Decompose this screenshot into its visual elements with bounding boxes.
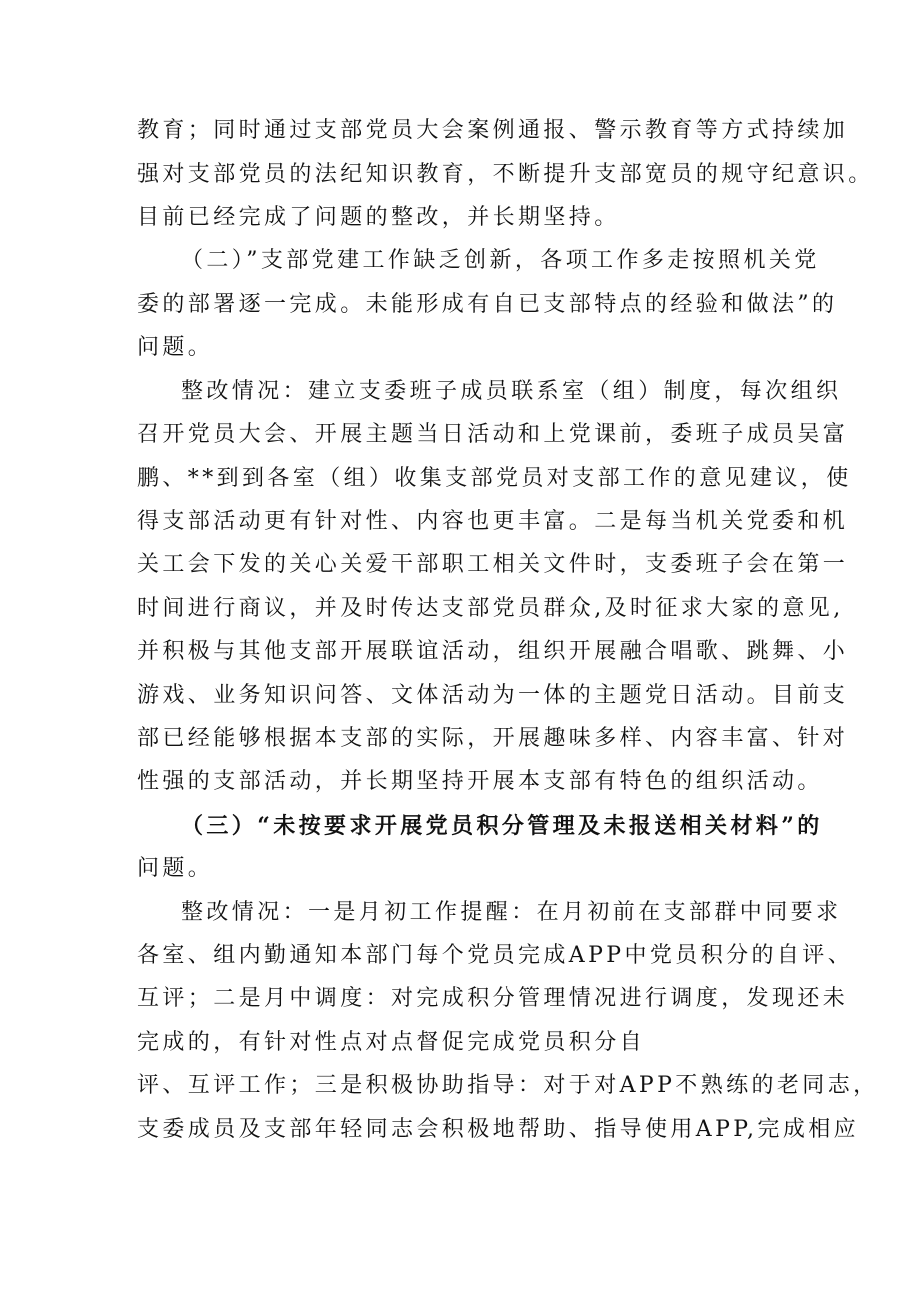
text-line: 委的部署逐一完成。未能形成有自已支部特点的经验和做法”的 bbox=[137, 292, 838, 317]
text-line: 鹏、**到到各室（组）收集支部党员对支部工作的意见建议，使 bbox=[137, 466, 852, 491]
section-heading-3: （三）“未按要求开展党员积分管理及未报送相关材料”的 bbox=[181, 813, 823, 839]
text-line: 目前已经完成了问题的整改，并长期坚持。 bbox=[137, 205, 620, 230]
text-line: 评、互评工作；三是积极协助指导：对于对APP不熟练的老同志， bbox=[137, 1073, 879, 1098]
text-line: 并积极与其他支部开展联谊活动，组织开展融合唱歌、跳舞、小 bbox=[137, 639, 849, 664]
text-line: 强对支部党员的法纪知识教育，不断提升支部宽员的规守纪意识。 bbox=[137, 162, 874, 187]
text-line: 问题。 bbox=[137, 335, 214, 360]
text-line: 关工会下发的关心关爱干部职工相关文件时，支委班子会在第一 bbox=[137, 552, 849, 577]
text-line: 完成的，有针对性点对点督促完成党员积分自 bbox=[137, 1030, 646, 1055]
text-line: 各室、组内勤通知本部门每个党员完成APP中党员积分的自评、 bbox=[137, 943, 854, 968]
text-line: 性强的支部活动，并长期坚持开展本支部有特色的组织活动。 bbox=[137, 769, 823, 794]
text-line: 整改情况：建立支委班子成员联系室（组）制度，每次组织 bbox=[181, 379, 842, 404]
text-line: 时间进行商议，并及时传达支部党员群众,及时征求大家的意见, bbox=[137, 596, 844, 621]
text-line: 召开党员大会、开展主题当日活动和上党课前，委班子成员吴富 bbox=[137, 422, 849, 447]
text-line: 互评；二是月中调度：对完成积分管理情况进行调度，发现还未 bbox=[137, 986, 849, 1011]
section-heading-2: （二）”支部党建工作缺乏创新，各项工作多走按照机关党 bbox=[181, 248, 820, 273]
text-line: 支委成员及支部年轻同志会积极地帮助、指导使用APP,完成相应 bbox=[137, 1117, 860, 1142]
text-line: 部已经能够根据本支部的实际，开展趣味多样、内容丰富、针对 bbox=[137, 726, 849, 751]
text-line: 教育；同时通过支部党员大会案例通报、警示教育等方式持续加 bbox=[137, 118, 849, 143]
text-line: 整改情况：一是月初工作提醒：在月初前在支部群中同要求 bbox=[181, 900, 842, 925]
text-line: 游戏、业务知识问答、文体活动为一体的主题党日活动。目前支 bbox=[137, 683, 849, 708]
text-line: 问题。 bbox=[137, 856, 214, 881]
text-line: 得支部活动更有针对性、内容也更丰富。二是每当机关党委和机 bbox=[137, 509, 849, 534]
